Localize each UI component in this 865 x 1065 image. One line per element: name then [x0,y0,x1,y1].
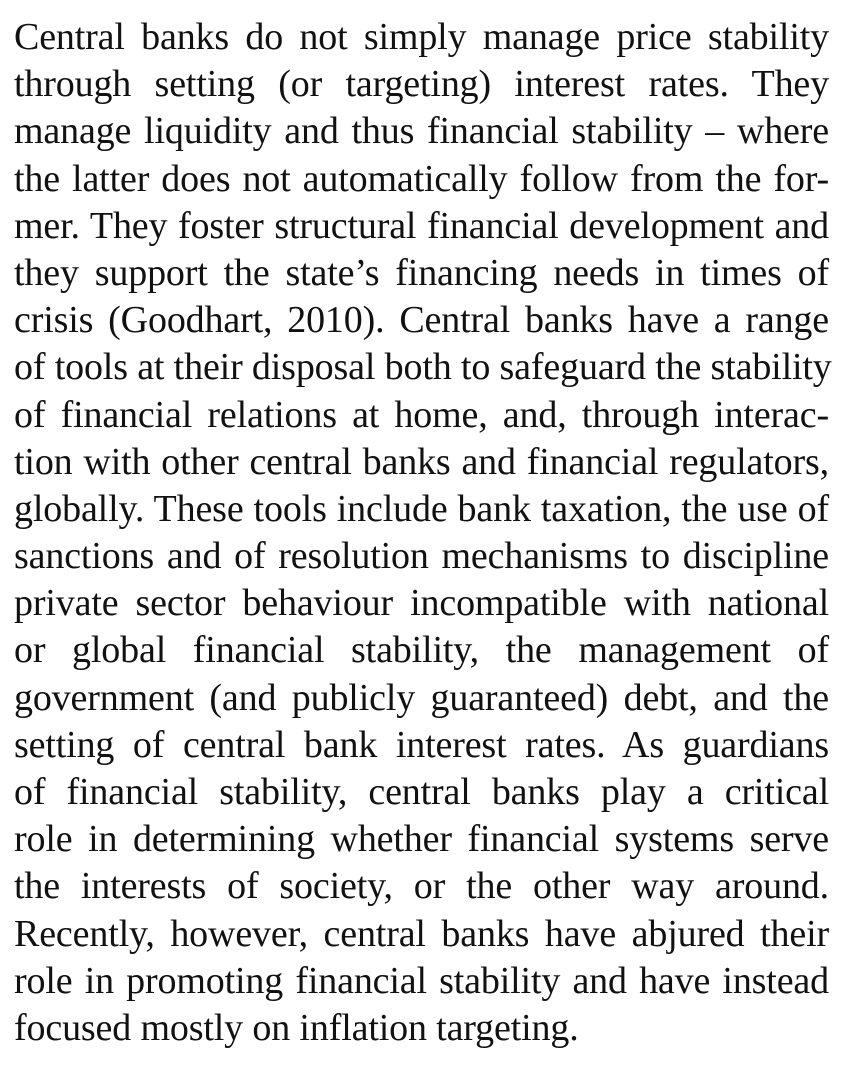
paragraph-line: of financial stability, central banks play a critical [14,771,829,813]
paragraph-line: role in determining whether financial systems serve [14,818,829,861]
paragraph-line: sanctions and of resolution mechanisms to discipline [14,535,829,578]
paragraph-line: private sector behaviour incompatible with national [14,582,829,625]
paragraph-line: role in promoting financial stability and have instead [14,959,829,1002]
paragraph-line: of tools at their disposal both to safeguard the stability [14,346,832,389]
paragraph-line: mer. They foster structural financial development and [14,204,829,247]
paragraph-line: focused mostly on inflation targeting. [14,1006,579,1049]
paragraph-line: Recently, however, central banks have abjured their [14,912,829,955]
paragraph-line: government (and publicly guaranteed) debt, and the [14,676,829,719]
paragraph-line: crisis (Goodhart, 2010). Central banks have a range [14,299,829,342]
paragraph-line: or global financial stability, the management of [14,629,829,672]
paragraph-line: setting of central bank interest rates. As guardians [14,723,829,766]
paragraph-line: Central banks do not simply manage price stability [14,16,829,58]
paragraph-line: they support the state’s financing needs in times of [14,251,829,294]
paragraph-line: tion with other central banks and financial regulators, [14,440,829,483]
paragraph-line: manage liquidity and thus financial stability – where [14,110,829,153]
body-paragraph [14,14,832,1052]
paragraph-line: the interests of society, or the other way around. [14,865,829,908]
paragraph-line: globally. These tools include bank taxation, the use of [14,487,829,530]
paragraph-line: of financial relations at home, and, through interac- [14,393,829,436]
document-page [14,14,832,1052]
paragraph-line: the latter does not automatically follow from the for- [14,157,829,200]
paragraph-line: through setting (or targeting) interest rates. They [14,63,829,106]
